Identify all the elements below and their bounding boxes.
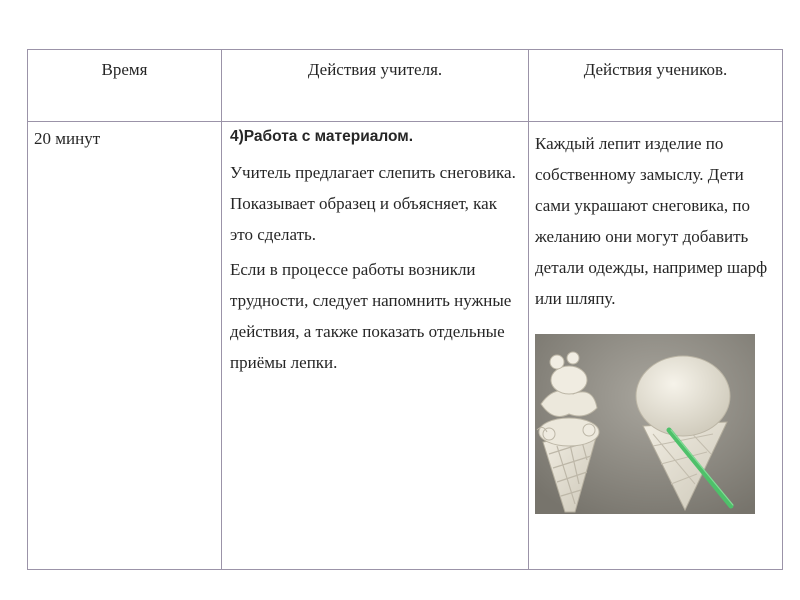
time-cell: 20 минут <box>28 122 222 570</box>
header-time: Время <box>28 50 222 122</box>
table-header-row <box>28 50 783 122</box>
student-actions-cell <box>529 122 783 570</box>
student-actions-text: Каждый лепит изделие по собственному замыслу. Дети сами украшают снеговика, по желанию они могут добавить детали одежды, например шарф или шляпу. <box>535 134 768 308</box>
table-row <box>28 122 783 570</box>
teacher-paragraph-2: Если в процессе работы возникли трудности, следует напомнить нужные действия, а также показать отдельные приёмы лепки. <box>230 260 512 372</box>
lesson-plan-table <box>27 49 783 570</box>
teacher-actions-cell <box>222 122 529 570</box>
salt-dough-photo <box>535 334 755 514</box>
header-teacher-actions: Действия учителя. <box>222 50 529 122</box>
step-heading: 4)Работа с материалом. <box>230 128 414 145</box>
teacher-paragraph-1: Учитель предлагает слепить снеговика. Показывает образец и объясняет, как это сделать. <box>230 163 516 244</box>
header-student-actions: Действия учеников. <box>529 50 783 122</box>
